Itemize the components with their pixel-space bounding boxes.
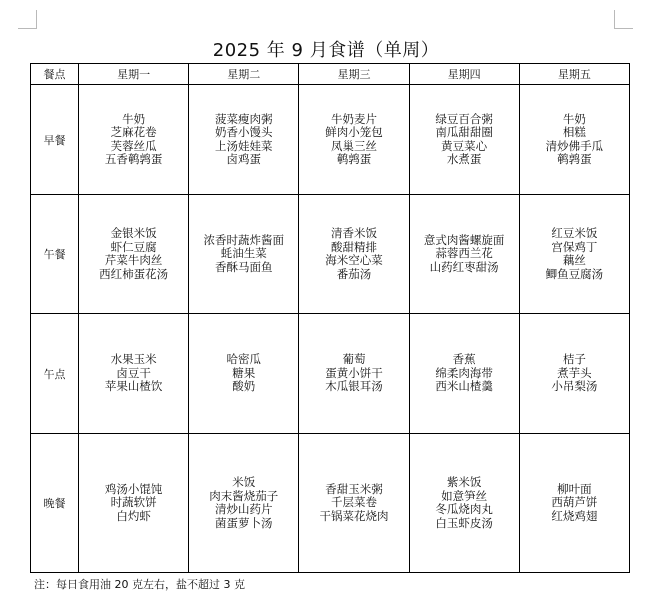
dish-name: 蛋黄小饼干 xyxy=(325,365,383,380)
dish-name: 山药红枣甜汤 xyxy=(429,259,499,274)
dish-name: 上汤娃娃菜 xyxy=(215,138,273,153)
dish-name: 柳叶面 xyxy=(557,481,592,496)
dish-name: 绿豆百合粥 xyxy=(435,111,493,126)
dish-name: 小吊梨汤 xyxy=(551,379,598,394)
dish-name: 卤鸡蛋 xyxy=(226,152,262,167)
dish-name: 水果玉米 xyxy=(110,352,157,367)
dish-name: 鹌鹑蛋 xyxy=(557,152,592,167)
dish-name: 菠菜瘦肉粥 xyxy=(215,111,273,126)
footnote: 注：每日食用油 20 克左右，盐不超过 3 克 xyxy=(34,578,245,591)
dish-name: 菌蛋萝卜汤 xyxy=(215,515,273,530)
dish-name: 紫米饭 xyxy=(446,475,482,490)
dish-name: 西红柿蛋花汤 xyxy=(99,266,169,281)
dish-name: 浓香时蔬炸酱面 xyxy=(203,232,285,247)
menu-cell-friday xyxy=(519,434,629,573)
dish-name: 宫保鸡丁 xyxy=(551,239,598,254)
table-row xyxy=(31,85,630,195)
column-header-wednesday: 星期三 xyxy=(299,64,409,85)
dish-name: 酸甜精排 xyxy=(330,239,377,254)
dish-name: 芝麻花卷 xyxy=(110,125,157,140)
dish-name: 冬瓜烧肉丸 xyxy=(435,502,493,517)
dish-name: 奶香小馒头 xyxy=(215,125,273,140)
menu-cell-friday xyxy=(519,313,629,433)
dish-name: 清炒山药片 xyxy=(215,502,273,517)
menu-cell-wednesday xyxy=(299,313,409,433)
dish-name: 时蔬软饼 xyxy=(110,495,157,510)
menu-cell-monday xyxy=(79,434,189,573)
menu-cell-thursday xyxy=(409,195,519,313)
column-header-thursday: 星期四 xyxy=(409,64,519,85)
table-row xyxy=(31,434,630,573)
dish-name: 苹果山楂饮 xyxy=(104,379,163,394)
dish-name: 白玉虾皮汤 xyxy=(435,515,493,530)
dish-name: 葡萄 xyxy=(342,352,366,367)
dish-name: 蚝油生菜 xyxy=(220,246,267,261)
dish-name: 鹌鹑蛋 xyxy=(336,152,372,167)
dish-name: 清香米饭 xyxy=(330,226,377,241)
dish-name: 红豆米饭 xyxy=(551,226,598,241)
dish-name: 南瓜甜甜圈 xyxy=(435,125,493,140)
dish-name: 鲜肉小笼包 xyxy=(325,125,383,140)
menu-cell-tuesday xyxy=(189,434,299,573)
menu-cell-monday xyxy=(79,313,189,433)
page-corner-mark-top-right xyxy=(614,10,633,29)
page-title: 2025 年 9 月食谱（单周） xyxy=(212,40,440,61)
menu-cell-thursday xyxy=(409,85,519,195)
dish-name: 清炒佛手瓜 xyxy=(545,138,604,153)
dish-name: 桔子 xyxy=(562,352,586,367)
dish-name: 鲫鱼豆腐汤 xyxy=(545,266,604,281)
menu-cell-wednesday xyxy=(299,434,409,573)
dish-name: 牛奶 xyxy=(562,111,586,126)
dish-name: 干锅菜花烧肉 xyxy=(319,508,389,523)
dish-name: 芹菜牛肉丝 xyxy=(104,253,163,268)
dish-name: 蒜蓉西兰花 xyxy=(435,246,493,261)
dish-name: 木瓜银耳汤 xyxy=(325,379,383,394)
menu-cell-friday xyxy=(519,85,629,195)
dish-name: 哈密瓜 xyxy=(226,352,262,367)
dish-name: 黄豆菜心 xyxy=(441,138,488,153)
menu-table xyxy=(30,63,630,573)
dish-name: 米饭 xyxy=(232,475,256,490)
dish-name: 鸡汤小馄饨 xyxy=(104,481,163,496)
column-header-tuesday: 星期二 xyxy=(189,64,299,85)
dish-name: 芙蓉丝瓜 xyxy=(110,138,157,153)
dish-name: 凤巢三丝 xyxy=(330,138,377,153)
menu-cell-friday xyxy=(519,195,629,313)
dish-name: 糖果 xyxy=(232,365,256,380)
dish-name: 虾仁豆腐 xyxy=(110,239,157,254)
table-row xyxy=(31,313,630,433)
menu-cell-thursday xyxy=(409,313,519,433)
dish-name: 肉末酱烧茄子 xyxy=(209,488,279,503)
dish-name: 番茄汤 xyxy=(336,266,372,281)
dish-name: 红烧鸡翅 xyxy=(551,508,598,523)
page-corner-mark-top-left xyxy=(18,10,37,29)
meal-label: 早餐 xyxy=(31,85,79,195)
dish-name: 香蕉 xyxy=(452,352,476,367)
menu-body xyxy=(31,85,630,573)
dish-name: 酸奶 xyxy=(232,379,256,394)
dish-name: 如意笋丝 xyxy=(441,488,488,503)
dish-name: 金银米饭 xyxy=(110,226,157,241)
menu-cell-thursday xyxy=(409,434,519,573)
column-header-friday: 星期五 xyxy=(519,64,629,85)
dish-name: 西葫芦饼 xyxy=(551,495,598,510)
dish-name: 香甜玉米粥 xyxy=(325,481,383,496)
menu-cell-wednesday xyxy=(299,85,409,195)
menu-cell-tuesday xyxy=(189,85,299,195)
column-header-monday: 星期一 xyxy=(79,64,189,85)
dish-name: 绵柔肉海带 xyxy=(435,365,493,380)
dish-name: 千层菜卷 xyxy=(330,495,377,510)
meal-label: 午餐 xyxy=(31,195,79,313)
menu-cell-wednesday xyxy=(299,195,409,313)
meal-label: 午点 xyxy=(31,313,79,433)
header-row xyxy=(31,64,630,85)
table-row xyxy=(31,195,630,313)
dish-name: 白灼虾 xyxy=(116,508,151,523)
dish-name: 意式肉酱螺旋面 xyxy=(423,232,505,247)
dish-name: 海米空心菜 xyxy=(325,253,383,268)
meal-label: 晚餐 xyxy=(31,434,79,573)
dish-name: 西米山楂羹 xyxy=(435,379,493,394)
dish-name: 牛奶麦片 xyxy=(330,111,377,126)
dish-name: 煮芋头 xyxy=(557,365,592,380)
dish-name: 牛奶 xyxy=(122,111,146,126)
dish-name: 卤豆干 xyxy=(116,365,151,380)
menu-cell-tuesday xyxy=(189,313,299,433)
dish-name: 五香鹌鹑蛋 xyxy=(104,152,163,167)
menu-cell-tuesday xyxy=(189,195,299,313)
dish-name: 水煮蛋 xyxy=(446,152,482,167)
column-header-meal: 餐点 xyxy=(31,64,79,85)
dish-name: 相糕 xyxy=(562,125,586,140)
dish-name: 藕丝 xyxy=(562,253,586,268)
menu-cell-monday xyxy=(79,195,189,313)
menu-cell-monday xyxy=(79,85,189,195)
dish-name: 香酥马面鱼 xyxy=(215,259,273,274)
